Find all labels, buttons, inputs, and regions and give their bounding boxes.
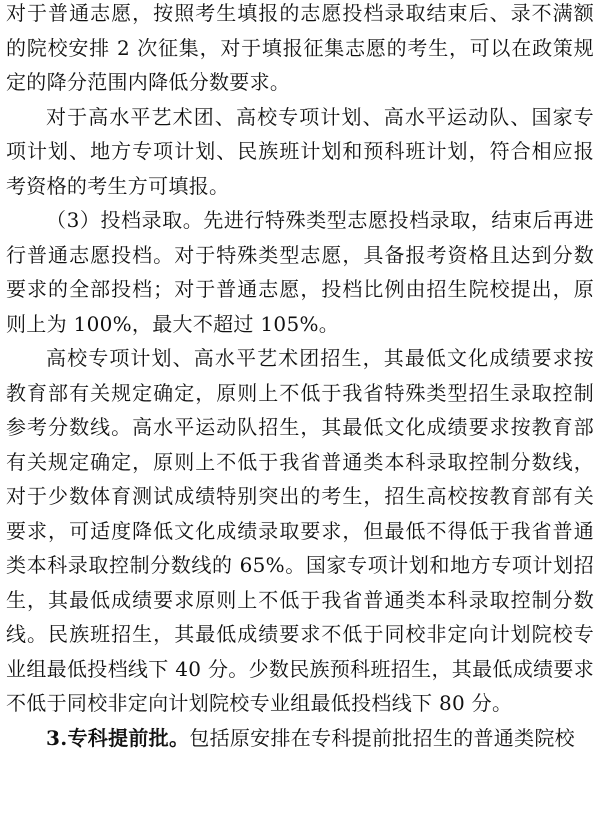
section-text: 包括原安排在专科提前批招生的普通类院校	[189, 725, 575, 750]
section-heading: 3.专科提前批。	[46, 725, 190, 750]
paragraph-special-plans-eligibility: 对于高水平艺术团、高校专项计划、高水平运动队、国家专项计划、地方专项计划、民族班计划和预科班计划，符合相应报考资格的考生方可填报。	[6, 104, 594, 198]
paragraph-ordinary-volunteer: 对于普通志愿，按照考生填报的志愿投档录取结束后、录不满额的院校安排 2 次征集，对于填报征集志愿的考生，可以在政策规定的降分范围内降低分数要求。	[6, 1, 594, 94]
paragraph-admission-filing: （3）投档录取。先进行特殊类型志愿投档录取，结束后再进行普通志愿投档。对于特殊类型志愿，具备报考资格且达到分数要求的全部投档；对于普通志愿，投档比例由招生院校提出，原则上为 100%，最大不超过 105%。	[6, 208, 594, 336]
paragraph-junior-college-early-batch	[0, 721, 600, 756]
paragraph-score-requirements: 高校专项计划、高水平艺术团招生，其最低文化成绩要求按教育部有关规定确定，原则上不低于我省特殊类型招生录取控制参考分数线。高水平运动队招生，其最低文化成绩要求按教育部有关规定确定，原则上不低于我省普通类本科录取控制分数线，对于少数体育测试成绩特别突出的考生，招生高校按教育部有关要求，可适度降低文化成绩录取要求，但最低不得低于我省普通类本科录取控制分数线的 65%。国家专项计划和地方专项计划招生，其最低成绩要求原则上不低于我省普通类本科录取控制分数线。民族班招生，其最低成绩要求不低于同校非定向计划院校专业组最低投档线下 40 分。少数民族预科班招生，其最低成绩要求不低于同校非定向计划院校专业组最低投档线下 80 分。	[6, 346, 594, 715]
